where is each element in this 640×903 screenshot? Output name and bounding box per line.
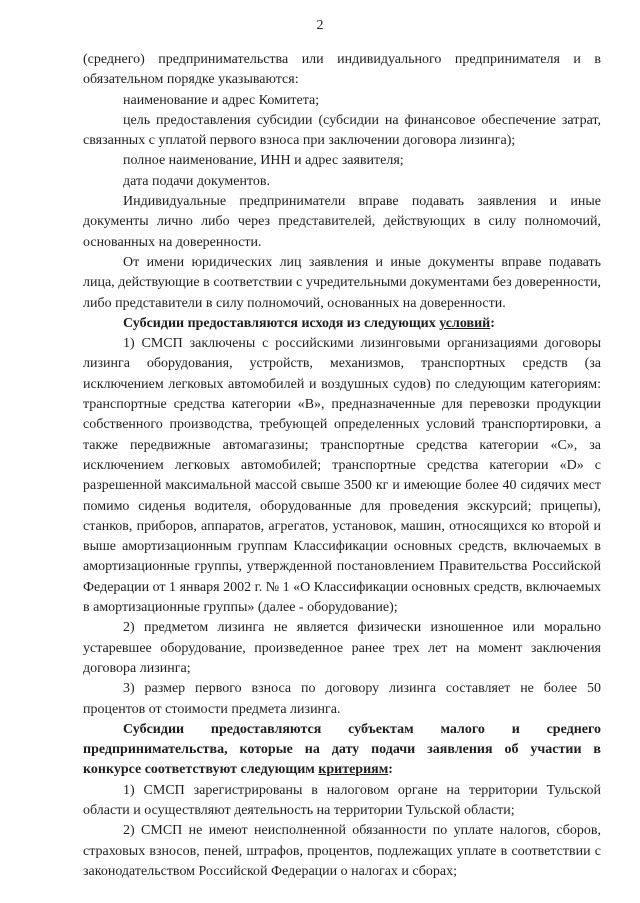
list-item: дата подачи документов. — [123, 173, 271, 189]
document-body — [83, 50, 601, 882]
list-item: цель предоставления субсидии (субсидии на финансовое обеспечение затрат, связанных с уплатой первого взноса при заключении договора лизинга); — [83, 112, 601, 149]
conditions-heading-underlined: условий — [439, 315, 491, 331]
criteria-item: 2) СМСП не имеют неисполненной обязанности по уплате налогов, сборов, страховых взносов, пеней, штрафов, процентов, подлежащих уплате в соответствии с законодательством Российской Федерации о налогах и сборах; — [83, 823, 601, 879]
condition-item: 2) предметом лизинга не является физически изношенное или морально устаревшее оборудование, произведенное ранее трех лет на момент заключения договора лизинга; — [83, 620, 601, 676]
conditions-heading-colon: : — [490, 315, 495, 331]
criteria-heading-text: конкурсе соответствуют следующим — [83, 762, 319, 778]
criteria-heading — [83, 720, 601, 781]
list-item: полное наименование, ИНН и адрес заявителя; — [123, 153, 404, 169]
paragraph: (среднего) предпринимательства или индивидуального предпринимателя и в обязательном порядке указываются: — [83, 52, 601, 88]
paragraph: Индивидуальные предприниматели вправе подавать заявления и иные документы лично либо через представителей, действующих в силу полномочий, основанных на доверенности. — [83, 194, 601, 250]
list-item: наименование и адрес Комитета; — [123, 92, 320, 108]
criteria-heading-line-1: Субсидии предоставляются субъектам малого и среднего — [123, 721, 601, 737]
criteria-heading-line-2: предпринимательства, которые на дату подачи заявления об участии в — [83, 742, 601, 758]
criteria-heading-line-3 — [83, 760, 601, 780]
criteria-item: 1) СМСП зарегистрированы в налоговом органе на территории Тульской области и осуществляют деятельность на территории Тульской области; — [83, 782, 601, 818]
conditions-heading-text: Субсидии предоставляются исходя из следующих — [123, 315, 440, 331]
condition-item: 3) размер первого взноса по договору лизинга составляет не более 50 процентов от стоимости предмета лизинга. — [83, 681, 601, 717]
condition-item: 1) СМСП заключены с российскими лизинговыми организациями договоры лизинга оборудования, устройств, механизмов, транспортных средств (за исключением легковых автомобилей и воздушных судов) по следующим категориям: транспортные средства категории «В», предназначенные для перевозки продукции собственного производства, требующей определенных условий транспортировки, а также передвижные автомагазины; транспортные средства категории «С», за исключением легковых автомобилей; транспортные средства категории «D» с разрешенной максимальной массой свыше 3500 кг и имеющие более 40 сидячих мест помимо сиденья водителя, оборудованные для проведения экскурсий; прицепы), станков, приборов, аппаратов, агрегатов, установок, машин, относящихся ко второй и выше амортизационным группам Классификации основных средств, включаемых в амортизационные группы, утвержденной постановлением Правительства Российской Федерации от 1 января 2002 г. № 1 «О Классификации основных средств, включаемых в амортизационные группы» (далее - оборудование); — [83, 336, 601, 616]
paragraph: От имени юридических лиц заявления и иные документы вправе подавать лица, действующие в соответствии с учредительными документами без доверенности, либо представители в силу полномочий, основанных на доверенности. — [83, 254, 601, 311]
criteria-heading-underlined: критериям — [318, 762, 389, 778]
criteria-heading-colon: : — [388, 762, 393, 778]
conditions-heading — [83, 314, 601, 334]
page-number: 2 — [316, 18, 324, 33]
